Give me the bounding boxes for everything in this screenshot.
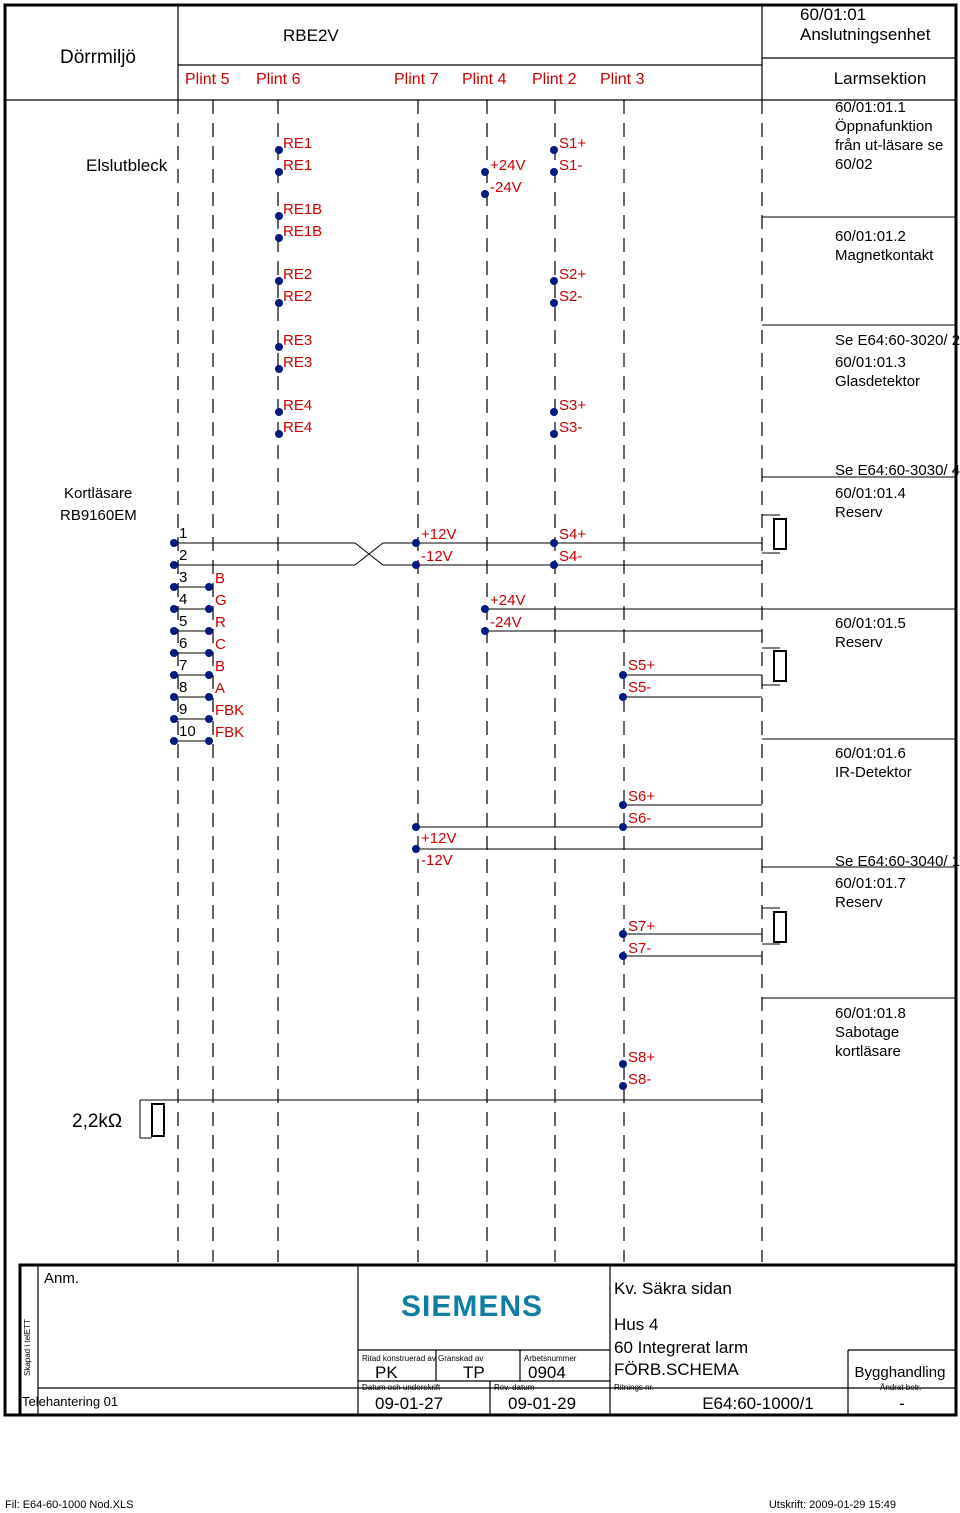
section-text: från ut-läsare se xyxy=(835,137,944,154)
ritad-value: PK xyxy=(375,1363,398,1382)
arbetsnummer-value: 0904 xyxy=(528,1363,566,1382)
anm-label: Anm. xyxy=(44,1270,80,1287)
datum-value: 09-01-27 xyxy=(375,1394,444,1413)
andrat-value: - xyxy=(899,1394,905,1413)
relay-label: RE4 xyxy=(283,397,313,414)
terminal-dot xyxy=(170,693,178,701)
relay-label: RE1B xyxy=(283,201,323,218)
section-text: 60/02 xyxy=(835,156,873,173)
section-code: 60/01:01.1 xyxy=(835,99,906,116)
terminal-dot xyxy=(205,627,213,635)
rbe2v-label: RBE2V xyxy=(283,26,339,45)
terminal-dot xyxy=(275,430,283,438)
signal-label: S5- xyxy=(628,679,652,696)
terminal-dot xyxy=(275,365,283,373)
datum-label: Datum och underskrift xyxy=(362,1383,441,1392)
terminal-dot xyxy=(412,845,420,853)
signal-label: S7+ xyxy=(628,918,656,935)
terminal-dot xyxy=(170,715,178,723)
building-line: Hus 4 xyxy=(614,1315,659,1334)
terminal-number: 10 xyxy=(179,723,196,740)
voltage-label: -24V xyxy=(490,614,522,631)
section-reference: Se E64:60-3020/ 2 xyxy=(835,332,960,349)
section-text: Magnetkontakt xyxy=(835,247,934,264)
wire-label: FBK xyxy=(215,702,245,719)
section-reference: Se E64:60-3040/ 1 xyxy=(835,853,960,870)
relay-label: RE3 xyxy=(283,354,313,371)
wiring xyxy=(140,515,780,1100)
terminal-number: 4 xyxy=(179,591,188,608)
terminal-number: 5 xyxy=(179,613,188,630)
plint-4-label: Plint 4 xyxy=(462,71,507,88)
terminal-dot xyxy=(170,605,178,613)
wire-label: FBK xyxy=(215,724,245,741)
terminal-number: 1 xyxy=(179,525,188,542)
signal-label: S7- xyxy=(628,940,652,957)
signal-label: S2+ xyxy=(559,266,587,283)
resistor-icon xyxy=(152,1104,164,1136)
relay-label: RE3 xyxy=(283,332,313,349)
terminal-number: 7 xyxy=(179,657,188,674)
terminal-dot xyxy=(412,823,420,831)
terminal-dot xyxy=(550,539,558,547)
terminal-dot xyxy=(481,605,489,613)
plint-3-labels xyxy=(628,657,655,1088)
terminal-dot xyxy=(275,343,283,351)
terminal-dot xyxy=(550,430,558,438)
skapad-label: Skapad i telETT xyxy=(23,1319,32,1376)
terminal-dot xyxy=(619,823,627,831)
andrat-label: Ändrat betr. xyxy=(880,1383,922,1392)
wire-label: B xyxy=(215,658,226,675)
terminal-dot xyxy=(170,737,178,745)
larmsektion-column xyxy=(835,99,960,1060)
granskad-value: TP xyxy=(463,1363,485,1382)
section-text: Reserv xyxy=(835,634,883,651)
plint-6-label: Plint 6 xyxy=(256,71,301,88)
relay-label: RE4 xyxy=(283,419,313,436)
dashed-guides xyxy=(178,100,762,1262)
section-text: Sabotage xyxy=(835,1024,900,1041)
terminal-dot xyxy=(619,693,627,701)
terminal-dot xyxy=(619,801,627,809)
ritad-label: Ritad konstruerad av xyxy=(362,1354,436,1363)
kortlasare-label: Kortläsare xyxy=(64,485,133,502)
voltage-label: -12V xyxy=(421,852,453,869)
terminal-dot xyxy=(275,299,283,307)
telehantering-label: Telehantering 01 xyxy=(22,1394,119,1409)
signal-label: S4+ xyxy=(559,526,587,543)
voltage-label: +12V xyxy=(421,830,457,847)
terminal-dot xyxy=(619,1082,627,1090)
plint-3-label: Plint 3 xyxy=(600,71,645,88)
print-date: Utskrift: 2009-01-29 15:49 xyxy=(768,1499,896,1511)
anslutning-code: 60/01:01 xyxy=(800,5,867,24)
section-code: 60/01:01.8 xyxy=(835,1005,906,1022)
resistor-icon xyxy=(774,912,786,942)
wire-label: R xyxy=(215,614,226,631)
terminal-dot xyxy=(205,737,213,745)
voltage-label: -12V xyxy=(421,548,453,565)
plint-2-label: Plint 2 xyxy=(532,71,577,88)
terminal-dot xyxy=(481,627,489,635)
terminal-dot xyxy=(170,649,178,657)
section-code: 60/01:01.2 xyxy=(835,228,906,245)
voltage-label: +12V xyxy=(421,526,457,543)
arbetsnummer-label: Arbetsnummer xyxy=(524,1354,577,1363)
dormiljo-label: Dörrmiljö xyxy=(60,47,136,68)
signal-label: S2- xyxy=(559,288,583,305)
section-text: Öppnafunktion xyxy=(835,118,933,135)
plint-2-labels xyxy=(559,135,586,565)
terminal-dot xyxy=(170,627,178,635)
system-line: 60 Integrerat larm xyxy=(614,1338,749,1357)
title-block xyxy=(22,1265,956,1415)
relay-label: RE1B xyxy=(283,223,323,240)
terminal-dot xyxy=(619,671,627,679)
signal-label: S6+ xyxy=(628,788,656,805)
siemens-logo: SIEMENS xyxy=(400,1290,544,1323)
terminal-dot xyxy=(619,952,627,960)
wire-label: C xyxy=(215,636,226,653)
relay-label: RE2 xyxy=(283,266,313,283)
terminal-number: 3 xyxy=(179,569,188,586)
wire-labels xyxy=(215,570,244,741)
terminal-dot xyxy=(275,234,283,242)
signal-label: S6- xyxy=(628,810,652,827)
terminal-dot xyxy=(205,583,213,591)
voltage-label: -24V xyxy=(490,179,522,196)
section-text: Reserv xyxy=(835,894,883,911)
bygghandling-label: Bygghandling xyxy=(854,1364,946,1381)
signal-label: S1- xyxy=(559,157,583,174)
wire-label: G xyxy=(215,592,227,609)
section-code: 60/01:01.5 xyxy=(835,615,906,632)
plint-7-label: Plint 7 xyxy=(394,71,439,88)
plint-5-label: Plint 5 xyxy=(185,71,230,88)
terminal-number: 2 xyxy=(179,547,188,564)
terminal-numbers xyxy=(179,525,196,740)
rev-label: Rev. datum xyxy=(494,1383,535,1392)
terminal-dot xyxy=(275,168,283,176)
plint-4-labels xyxy=(490,157,525,631)
relay-label: RE1 xyxy=(283,157,313,174)
terminal-number: 8 xyxy=(179,679,188,696)
larmsektion-label: Larmsektion xyxy=(833,69,927,88)
section-code: 60/01:01.7 xyxy=(835,875,906,892)
terminal-dot xyxy=(550,168,558,176)
signal-label: S8+ xyxy=(628,1049,656,1066)
terminal-dot xyxy=(481,190,489,198)
client-name: Kv. Säkra sidan xyxy=(614,1279,732,1298)
section-text: IR-Detektor xyxy=(835,764,912,781)
terminal-number: 6 xyxy=(179,635,188,652)
terminal-dot xyxy=(205,649,213,657)
file-name: Fil: E64-60-1000 Nod.XLS xyxy=(5,1499,134,1511)
signal-label: S8- xyxy=(628,1071,652,1088)
relay-label: RE2 xyxy=(283,288,313,305)
terminal-dot xyxy=(619,930,627,938)
resistor-icon xyxy=(774,651,786,681)
terminal-dot xyxy=(170,561,178,569)
elslutbleck-label: Elslutbleck xyxy=(86,156,168,175)
terminal-dot xyxy=(412,561,420,569)
terminal-dot xyxy=(170,671,178,679)
signal-label: S5+ xyxy=(628,657,656,674)
terminal-dot xyxy=(481,168,489,176)
signal-label: S4- xyxy=(559,548,583,565)
terminal-dot xyxy=(205,605,213,613)
resistor-label: 2,2kΩ xyxy=(72,1111,123,1132)
section-code: 60/01:01.3 xyxy=(835,354,906,371)
section-reference: Se E64:60-3030/ 4 xyxy=(835,462,960,479)
document-type: FÖRB.SCHEMA xyxy=(614,1360,739,1379)
terminal-number: 9 xyxy=(179,701,188,718)
terminal-dot xyxy=(550,277,558,285)
terminal-dot xyxy=(275,212,283,220)
component-symbols xyxy=(140,519,786,1138)
rev-value: 09-01-29 xyxy=(508,1394,577,1413)
terminal-dot xyxy=(550,561,558,569)
section-text: kortläsare xyxy=(835,1043,901,1060)
relay-labels xyxy=(283,135,322,436)
terminal-dot xyxy=(205,693,213,701)
terminal-dot xyxy=(205,715,213,723)
section-code: 60/01:01.4 xyxy=(835,485,906,502)
terminal-dot xyxy=(412,539,420,547)
wire-label: B xyxy=(215,570,226,587)
terminal-dot xyxy=(170,583,178,591)
terminal-dot xyxy=(619,1060,627,1068)
voltage-label: +24V xyxy=(490,592,526,609)
rb9160em-label: RB9160EM xyxy=(60,507,137,524)
signal-label: S1+ xyxy=(559,135,587,152)
relay-label: RE1 xyxy=(283,135,313,152)
granskad-label: Granskad av xyxy=(438,1354,484,1363)
terminal-dot xyxy=(550,408,558,416)
terminal-dot xyxy=(550,146,558,154)
resistor-icon xyxy=(774,519,786,549)
plint-7-labels xyxy=(421,526,456,869)
terminal-dot xyxy=(275,277,283,285)
terminal-dot xyxy=(205,671,213,679)
wire-label: A xyxy=(215,680,226,697)
signal-label: S3- xyxy=(559,419,583,436)
terminal-dot xyxy=(275,146,283,154)
section-code: 60/01:01.6 xyxy=(835,745,906,762)
ritnings-label: Ritnings nr. xyxy=(614,1383,655,1392)
section-text: Reserv xyxy=(835,504,883,521)
terminal-dot xyxy=(550,299,558,307)
signal-label: S3+ xyxy=(559,397,587,414)
ritnings-value: E64:60-1000/1 xyxy=(702,1394,814,1413)
anslutning-name: Anslutningsenhet xyxy=(800,25,931,44)
terminal-dot xyxy=(275,408,283,416)
voltage-label: +24V xyxy=(490,157,526,174)
terminal-dot xyxy=(170,539,178,547)
section-text: Glasdetektor xyxy=(835,373,921,390)
